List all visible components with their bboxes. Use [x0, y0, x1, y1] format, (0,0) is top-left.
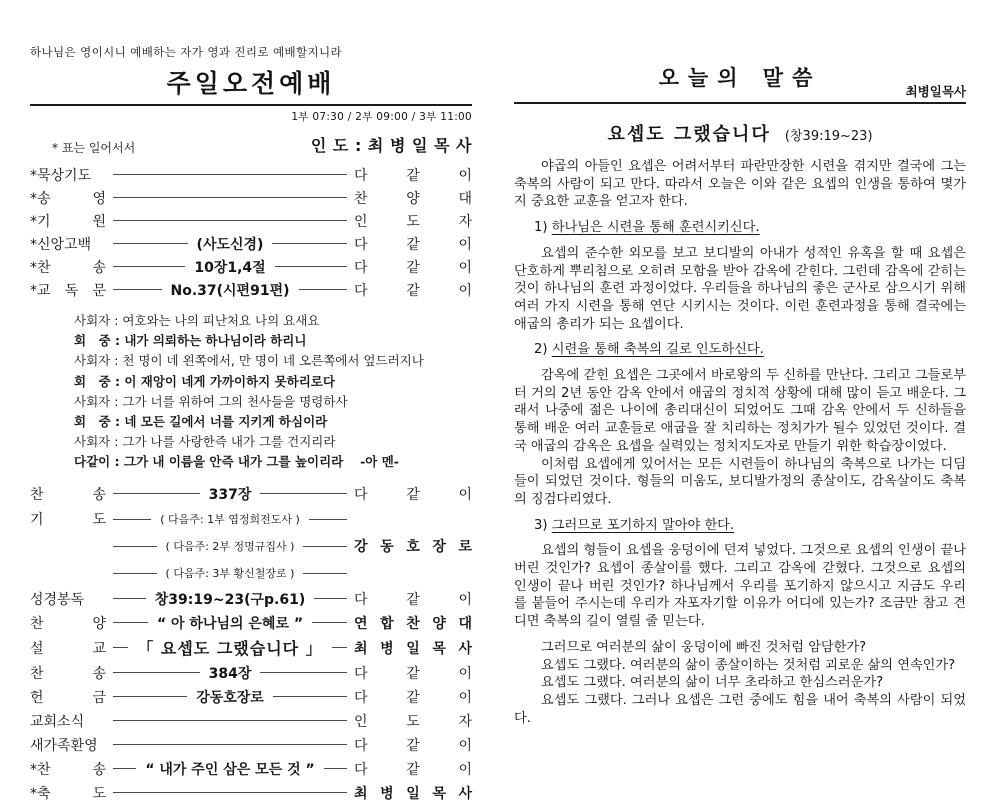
order-center: 337장 — [208, 486, 252, 503]
sermon-paragraph: 요셉도 그랬다. 여러분의 삶이 종살이하는 것처럼 괴로운 삶의 연속인가? — [541, 657, 956, 673]
order-right: 최 병 일 목 사 — [354, 640, 473, 657]
sermon-column — [514, 0, 966, 727]
leader-line — [113, 696, 187, 697]
responsive-line: 회 중 : 네 모든 길에서 너를 지키게 하심이라 — [74, 414, 328, 430]
sermon-heading-3 — [514, 517, 966, 535]
order-right: 최 병 일 목 사 — [354, 785, 472, 802]
order-row — [30, 186, 472, 209]
responsive-line: 회 중 : 내가 의뢰하는 하나님이라 하리니 — [74, 333, 307, 349]
order-label: *기 원 — [30, 213, 106, 230]
order-center: 384장 — [208, 665, 252, 682]
order-label: *묵상기도 — [30, 167, 92, 184]
order-right: 다 같 이 — [354, 167, 472, 184]
header-rule-left — [30, 104, 472, 106]
order-label: 설 교 — [30, 640, 106, 657]
order-center: 10장1,4절 — [194, 259, 266, 276]
sermon-title: 요셉도 그랬습니다 — [607, 124, 771, 145]
responsive-line: 사회자 : 그가 나를 사랑한즉 내가 그를 건지리라 — [74, 434, 336, 450]
order-row — [30, 781, 472, 805]
pastor-name: 최병일목사 — [905, 84, 966, 99]
order-label: *축 도 — [30, 785, 106, 802]
leader-line — [113, 243, 188, 244]
leader-line — [273, 696, 347, 697]
order-center: 창39:19~23(구p.61) — [154, 591, 306, 608]
order-label: *찬 송 — [30, 761, 106, 778]
leader-line — [113, 546, 157, 547]
sermon-title-line — [514, 120, 966, 146]
worship-order-column — [30, 0, 472, 805]
order-right: 인 도 자 — [354, 213, 472, 230]
leader-line — [113, 174, 347, 175]
order-label: *송 영 — [30, 190, 106, 207]
sermon-paragraph: 요셉도 그랬다. 그러나 요셉은 그런 중에도 힘을 내어 축복의 사람이 되었다. — [514, 692, 966, 726]
leader-line — [113, 792, 347, 793]
leader-line — [299, 289, 348, 290]
leader-line — [260, 493, 347, 494]
order-right: 다 같 이 — [354, 236, 472, 253]
order-label: 찬 송 — [30, 665, 106, 682]
order-row — [30, 757, 472, 781]
leader-line — [113, 289, 162, 290]
order-center: (사도신경) — [196, 236, 264, 253]
order-section-1 — [30, 163, 472, 301]
order-label: 새가족환영 — [30, 737, 98, 754]
order-right: 인 도 자 — [354, 713, 472, 730]
leader-line — [303, 573, 347, 574]
sermon-heading-2 — [514, 341, 966, 359]
order-row — [30, 255, 472, 278]
order-row — [30, 733, 472, 757]
order-label: 성경봉독 — [30, 591, 85, 608]
leader-line — [314, 598, 347, 599]
order-right: 다 같 이 — [354, 259, 472, 276]
order-row — [30, 560, 472, 587]
page-title-left: 주일오전예배 — [166, 69, 336, 98]
responsive-line: 사회자 : 여호와는 나의 피난처요 나의 요새요 — [74, 313, 320, 328]
order-right: 다 같 이 — [354, 282, 472, 299]
sermon-paragraph: 요셉도 그랬다. 여러분의 삶이 너무 초라하고 한심스러운가? — [541, 675, 884, 691]
leader-line — [113, 573, 157, 574]
heading-number: 1) — [534, 220, 552, 236]
leader-line — [324, 768, 347, 769]
leader-line — [113, 744, 347, 745]
leader-line — [113, 197, 347, 198]
order-row — [30, 685, 472, 709]
order-right: 다 같 이 — [354, 689, 472, 706]
order-row — [30, 661, 472, 685]
leader-row — [30, 133, 472, 156]
order-right: 강 동 호 장 로 — [354, 539, 473, 556]
order-row — [30, 611, 472, 635]
top-scripture-verse: 하나님은 영이시니 예배하는 자가 영과 진리로 예배할지니라 — [30, 45, 343, 59]
leader-line — [113, 493, 200, 494]
sermon-paragraph: 야곱의 아들인 요셉은 어려서부터 파란만장한 시련을 겪지만 결국에 그는 축복의 사람이 되고 만다. 따라서 오늘은 이와 같은 요셉의 인생을 통하여 몇가지 중요한 교훈을 얻고자 한다. — [514, 159, 966, 210]
order-row — [30, 709, 472, 733]
order-row — [30, 209, 472, 232]
order-row — [30, 232, 472, 255]
leader-line — [113, 266, 185, 267]
order-label: *교 독 문 — [30, 282, 106, 299]
order-right: 다 같 이 — [354, 761, 472, 778]
order-center: “ 내가 주인 삼은 모든 것 ” — [145, 761, 315, 778]
order-right: 다 같 이 — [354, 591, 473, 608]
order-right: 다 같 이 — [354, 737, 472, 754]
stand-note: * 표는 일어서서 — [52, 141, 136, 155]
order-right: 연 합 찬 양 대 — [354, 615, 472, 632]
leader-line — [332, 647, 347, 648]
leader-line — [272, 243, 347, 244]
order-center: 강동호장로 — [196, 689, 264, 706]
sermon-paragraph: 감옥에 갇힌 요셉은 그곳에서 바로왕의 두 신하를 만난다. 그리고 그들로부터 거의 2년 동안 감옥 안에서 애굽의 정치적 상황에 대해 많이 듣고 배운다. 그래서 나중에 젊은 나이에 총리대신이 되었어도 그때 감옥 안에서 두 신하들을 통해 배운 여러 교훈들로 애굽을 잘 치리하는 정치가가 될수 있었던 것이다. 결국 애굽의 감옥은 요셉을 실력있는 정치지도자로 만들기 위한 학습장이었다. — [514, 368, 966, 454]
order-label: 찬 송 — [30, 486, 106, 503]
heading-text: 하나님은 시련을 통해 훈련시키신다. — [551, 220, 760, 236]
order-center: ( 다음주: 3부 황신철장로 ) — [165, 567, 295, 581]
sermon-heading-1 — [514, 219, 966, 237]
sermon-paragraph: 이처럼 요셉에게 있어서는 모든 시련들이 하나님의 축복으로 나가는 디딤들이 되었던 것이다. 형들의 미움도, 보디발가정의 종살이도, 감옥살이도 축복의 징검다리였다. — [514, 456, 966, 507]
order-right: 다 같 이 — [354, 665, 472, 682]
leader-line — [113, 519, 151, 520]
heading-text: 시련을 통해 축복의 길로 인도하신다. — [551, 342, 764, 358]
responsive-line: 다같이 : 그가 내 이름을 안즉 내가 그를 높이리라 -아 멘- — [74, 454, 399, 470]
service-times: 1부 07:30 / 2부 09:00 / 3부 11:00 — [291, 111, 472, 123]
header-rule-right — [514, 102, 966, 104]
leader-line — [260, 672, 347, 673]
order-section-2 — [30, 482, 472, 805]
order-row — [30, 278, 472, 301]
sermon-paragraph: 그러므로 여러분의 삶이 웅덩이에 빠진 것처럼 암담한가? — [541, 639, 867, 655]
order-label: 기 도 — [30, 512, 106, 529]
leader-line — [303, 546, 347, 547]
leader-line — [113, 672, 200, 673]
order-label: 찬 양 — [30, 615, 106, 632]
sermon-body — [514, 158, 966, 727]
order-right: 다 같 이 — [354, 486, 472, 503]
sermon-scripture-ref: (창39:19~23) — [784, 129, 873, 144]
sermon-paragraph: 요셉의 형들이 요셉을 웅덩이에 던져 넣었다. 그것으로 요셉의 인생이 끝나 버린 것인가? 요셉이 종살이를 했다. 그리고 감옥에 갇혔다. 그것으로 요셉의 인생이 끝나 버린 것인가? 하나님께서 우리를 포기하지 않으시고 지금도 우리를 붙들어 주시는데 우리가 자포자기할 이유가 어디에 있는가? 조금만 참고 견디면 축복의 길이 열릴 줄 믿는다. — [514, 543, 966, 630]
leader-line — [113, 622, 148, 623]
leader-line — [113, 720, 347, 721]
leader-line — [113, 647, 128, 648]
order-row — [30, 533, 472, 560]
order-label: 교회소식 — [30, 713, 85, 730]
heading-number: 2) — [534, 342, 552, 358]
leader-line — [113, 768, 136, 769]
responsive-line: 회 중 : 이 재앙이 네게 가까이하지 못하리로다 — [74, 373, 335, 389]
order-label: 헌 금 — [30, 689, 106, 706]
sermon-header — [514, 62, 966, 99]
worship-leader: 인 도 : 최 병 일 목 사 — [310, 136, 472, 155]
responsive-line: 사회자 : 그가 너를 위하여 그의 천사들을 명령하사 — [74, 393, 348, 409]
order-center: ( 다음주: 2부 정명규집사 ) — [165, 540, 295, 554]
sermon-paragraph: 요셉의 준수한 외모를 보고 보디발의 아내가 성적인 유혹을 할 때 요셉은 단호하게 뿌리침으로 오히려 모함을 받아 감옥에 갇힌다. 그런데 감옥에 갇히는 것이 하나님의 훈련 과정이었다. 우리들을 하나님의 좋은 군사로 삼으시기 위해 여러 가지 시련을 통해 연단 시키시는 것이다. 이런 훈련과정을 통해 결국에는 애굽의 총리가 되는 요셉이다. — [514, 245, 966, 332]
responsive-line: 사회자 : 천 명이 네 왼쪽에서, 만 명이 네 오른쪽에서 엎드러지나 — [74, 353, 424, 369]
order-row — [30, 482, 472, 506]
order-row — [30, 163, 472, 186]
sermon-title-left: 「 요셉도 그랬습니다 」 — [137, 639, 323, 659]
order-center: ( 다음주: 1부 엽정희전도사 ) — [160, 513, 300, 527]
order-label: *신앙고백 — [30, 236, 92, 253]
leader-line — [309, 519, 347, 520]
leader-line — [275, 266, 347, 267]
order-row — [30, 587, 472, 611]
responsive-reading — [74, 311, 472, 473]
order-row — [30, 506, 472, 533]
leader-line — [312, 622, 347, 623]
order-center: No.37(시편91편) — [170, 282, 290, 299]
leader-line — [113, 598, 146, 599]
order-label: *찬 송 — [30, 259, 106, 276]
order-right: 찬 양 대 — [354, 190, 472, 207]
heading-number: 3) — [534, 517, 552, 533]
leader-line — [113, 220, 347, 221]
page-title-right: 오늘의 말씀 — [658, 66, 822, 90]
heading-text: 그러므로 포기하지 말아야 한다. — [551, 517, 735, 533]
order-center: “ 아 하나님의 은혜로 ” — [156, 615, 304, 632]
order-row-sermon — [30, 635, 472, 661]
